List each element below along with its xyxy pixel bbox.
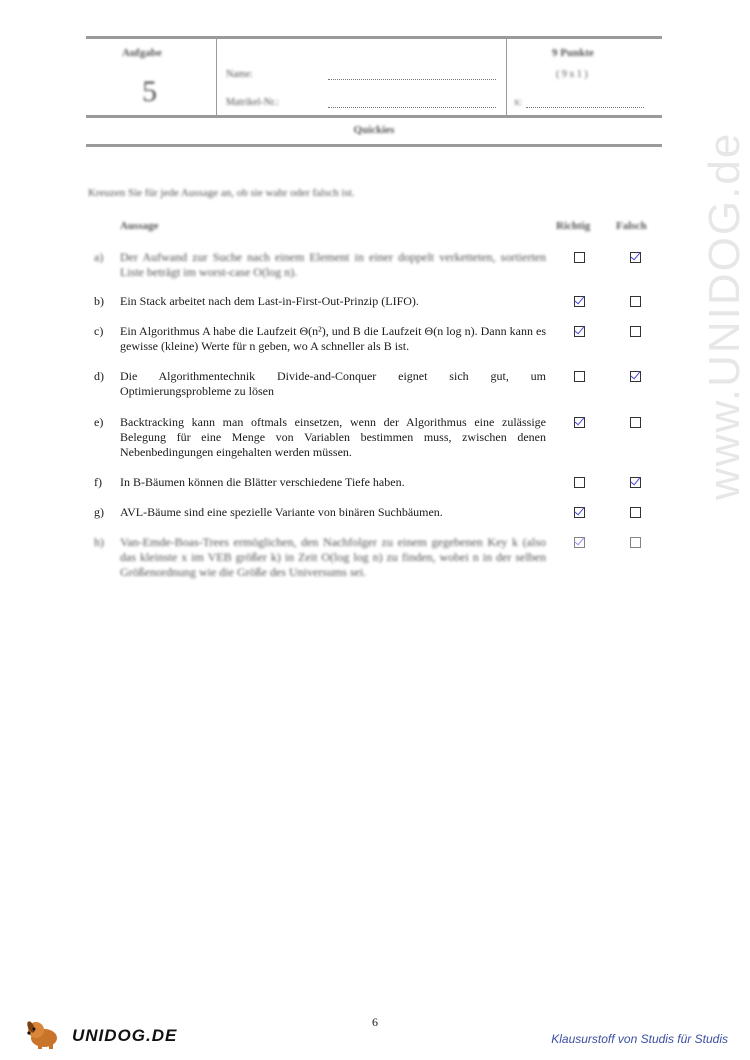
name-line[interactable] [328,79,496,80]
matrikel-label: Matrikel-Nr.: [226,97,280,108]
matrikel-line[interactable] [328,107,496,108]
task-label: Aufgabe [122,47,162,59]
statement-letter: d) [94,369,104,383]
instructions: Kreuzen Sie für jede Aussage an, ob sie wahr oder falsch ist. [88,187,355,199]
true-checkbox[interactable] [574,417,585,428]
statement-text: Der Aufwand zur Suche nach einem Element in einer doppelt verketteten, sortierten Liste beträgt im worst-case O(log n). [120,250,546,279]
false-checkbox[interactable] [630,477,641,488]
true-checkbox[interactable] [574,537,585,548]
statement-text: In B-Bäumen können die Blätter verschiedene Tiefe haben. [120,475,405,489]
false-checkbox[interactable] [630,252,641,263]
false-checkbox[interactable] [630,326,641,337]
false-checkbox[interactable] [630,296,641,307]
statement-text: Backtracking kann man oftmals einsetzen, wenn der Algorithmus eine zulässige Belegung für eine Menge von Variablen bestimmen muss, zwischen denen Nebenbedingungen eingehalten werden müssen. [120,415,546,459]
name-label: Name: [226,69,253,80]
false-checkbox[interactable] [630,371,641,382]
true-checkbox[interactable] [574,296,585,307]
statement-letter: g) [94,505,104,519]
points-breakdown: ( 9 x 1 ) [556,69,588,80]
points: 9 Punkte [552,47,594,59]
statement-text: Ein Stack arbeitet nach dem Last-in-First-Out-Prinzip (LIFO). [120,294,419,308]
section-bar [86,116,662,147]
task-number: 5 [142,75,157,108]
watermark: www.UNIDOG.de [700,131,749,500]
score-prefix: x: [514,97,522,108]
true-checkbox[interactable] [574,326,585,337]
statement-text: Die Algorithmentechnik Divide-and-Conquer eignet sich gut, um Optimierungsprobleme zu lösen [120,369,546,398]
true-checkbox[interactable] [574,371,585,382]
column-statement: Aussage [120,220,159,232]
statement-letter: c) [94,324,104,338]
statement-letter: b) [94,294,104,308]
false-checkbox[interactable] [630,507,641,518]
statement-letter: h) [94,535,104,549]
statement-text: Van-Emde-Boas-Trees ermöglichen, den Nachfolger zu einem gegebenen Key k (also das kleinste x im VEB größer k) in Zeit O(log log n) zu finden, wobei n in der selben Größenordnung wie die Größe des Universums sei. [120,535,546,579]
true-checkbox[interactable] [574,477,585,488]
section-title: Quickies [353,124,395,136]
logo-text: UNIDOG.DE [72,1026,178,1045]
column-true: Richtig [556,220,591,232]
dog-icon [22,1018,66,1050]
unidog-logo[interactable] [22,1018,178,1050]
true-checkbox[interactable] [574,507,585,518]
statement-letter: e) [94,415,104,429]
task-header [86,36,662,118]
page-number: 6 [372,1015,378,1029]
false-checkbox[interactable] [630,537,641,548]
column-false: Falsch [616,220,647,232]
false-checkbox[interactable] [630,417,641,428]
true-checkbox[interactable] [574,252,585,263]
statement-text: Ein Algorithmus A habe die Laufzeit Θ(n²), und B die Laufzeit Θ(n log n). Dann kann es gewisse (kleine) Werte für n geben, wo A schneller als B ist. [120,324,546,353]
footer-tagline: Klausurstoff von Studis für Studis [551,1032,728,1046]
statement-text: AVL-Bäume sind eine spezielle Variante von binären Suchbäumen. [120,505,443,519]
divider [216,39,217,115]
statement-letter: f) [94,475,102,489]
statement-letter: a) [94,250,104,264]
score-line[interactable] [526,107,644,108]
divider [506,39,507,115]
